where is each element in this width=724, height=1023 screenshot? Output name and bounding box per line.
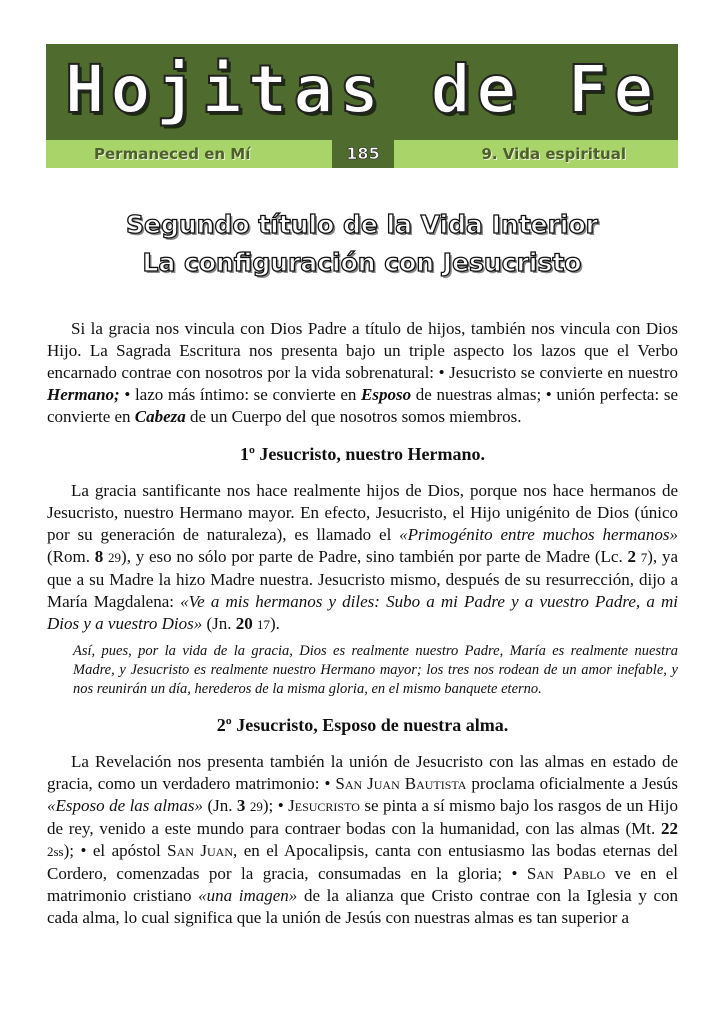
section-2-paragraph: La Revelación nos presenta también la unión de Jesucristo con las almas en estado de gracia, como un verdadero matrimonio: • San Juan Bautista proclama oficialmente a Jesús «Esposo de las almas» (Jn. 3 29); • Jesucristo se pinta a sí mismo bajo los rasgos de un Hijo de rey, venido a este mundo para contraer bodas con la humanidad, con las almas (Mt. 22 2ss); • el apóstol San Juan, en el Apocalipsis, canta con entusiasmo las bodas eternas del Cordero, comenzadas por la gracia, consumadas en la gloria; • San Pablo ve en el matrimonio cristiano «una imagen» de la alianza que Cristo contrae con la Iglesia y con cada alma, lo cual significa que la unión de Jesús con nuestras almas es tan superior a [47, 752, 679, 927]
section-label: 9. Vida espiritual [481, 145, 626, 163]
article-body [47, 318, 678, 929]
document-title [46, 206, 678, 282]
series-bar [46, 140, 678, 168]
title-line-1: Segundo título de la Vida Interior [126, 210, 598, 239]
issue-number: 185 [332, 140, 394, 168]
masthead-header [46, 44, 678, 168]
intro-paragraph: Si la gracia nos vincula con Dios Padre a título de hijos, también nos vincula con Dios Hijo. La Sagrada Escritura nos presenta bajo un triple aspecto los lazos que el Verbo encarnado contrae con nosotros por la vida sobrenatural: • Jesucristo se convierte en nuestro Hermano; • lazo más íntimo: se convierte en Esposo de nuestras almas; • unión perfecta: se convierte en Cabeza de un Cuerpo del que nosotros somos miembros. [47, 319, 678, 426]
masthead-band [46, 44, 678, 140]
section-1-quote: Así, pues, por la vida de la gracia, Dios es realmente nuestro Padre, María es realmente nuestra Madre, y Jesucristo es realmente nuestro Hermano mayor; los tres nos rodean de un amor inefable, y nos reunirán un día, herederos de la misma gloria, en el mismo banquete eterno. [73, 643, 678, 697]
title-line-2: La configuración con Jesucristo [142, 248, 582, 277]
section-1-paragraph: La gracia santificante nos hace realmente hijos de Dios, porque nos hace hermanos de Jesucristo, nuestro Hermano mayor. En efecto, Jesucristo, el Hijo unigénito de Dios (único por su generación de naturaleza), es llamado el «Primogénito entre muchos hermanos» (Rom. 8 29), y eso no sólo por parte de Padre, sino también por parte de Madre (Lc. 2 7), ya que a su Madre la hizo Madre nuestra. Jesucristo mismo, después de su resurrección, dijo a María Magdalena: «Ve a mis hermanos y diles: Subo a mi Padre y a vuestro Padre, a mi Dios y a vuestro Dios» (Jn. 20 17). [47, 481, 678, 633]
section-2-heading: 2º Jesucristo, Esposo de nuestra alma. [216, 715, 509, 735]
section-1-heading: 1º Jesucristo, nuestro Hermano. [239, 444, 486, 464]
masthead-title: Hojitas de Fe [64, 51, 660, 128]
series-label: Permaneced en Mí [94, 145, 251, 163]
